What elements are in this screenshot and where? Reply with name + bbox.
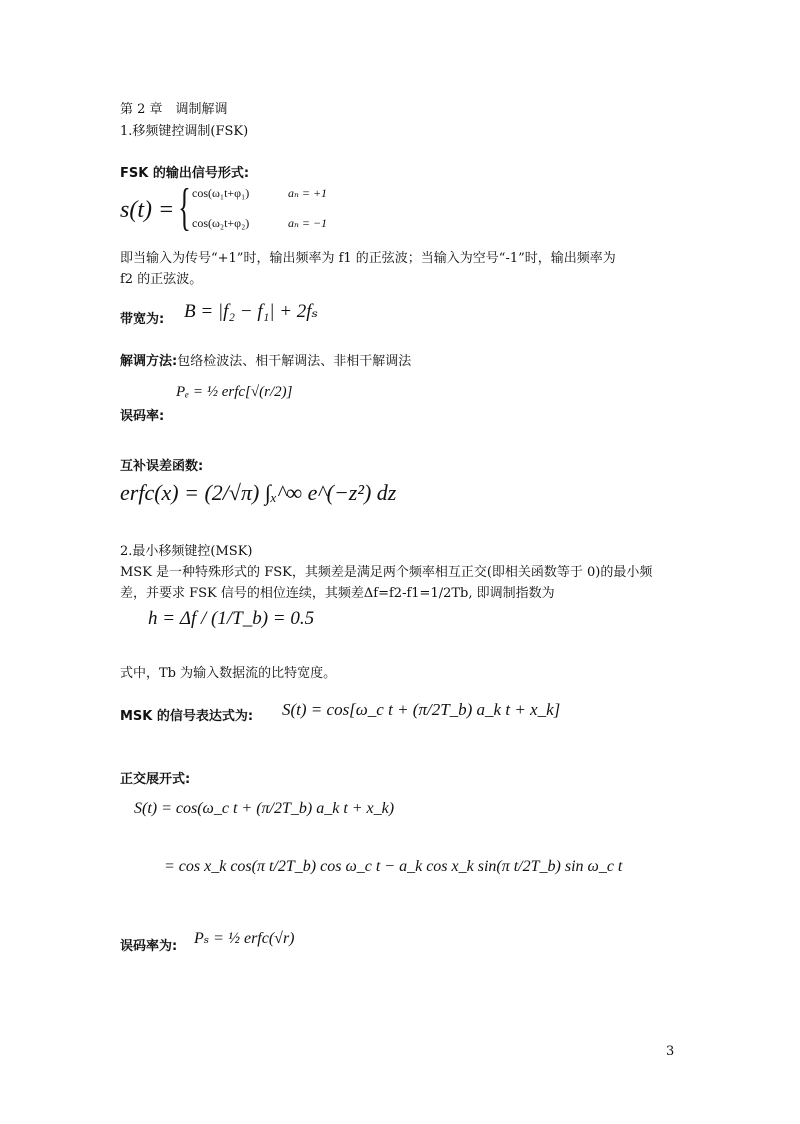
fsk-case1: cos(ω₁t+φ₁) (192, 186, 250, 200)
section-msk-title: 2.最小移频键控(MSK) (120, 544, 253, 559)
orthogonal-expansion-label: 正交展开式: (120, 772, 191, 787)
fsk-form-label: FSK 的输出信号形式: (120, 166, 250, 181)
fsk-desc-line2: f2 的正弦波。 (120, 272, 203, 287)
tb-note: 式中，Tb 为输入数据流的比特宽度。 (120, 666, 337, 681)
fsk-s-of-t: s(t) = (120, 197, 175, 223)
ber-label: 误码率: (120, 409, 165, 424)
msk-ber-formula: Pₛ = ½ erfc(√r) (194, 930, 295, 947)
msk-expression-formula: S(t) = cos[ω_c t + (π/2T_b) a_k t + x_k] (282, 700, 561, 719)
orthogonal-expansion-line2: = cos x_k cos(π t/2T_b) cos ω_c t − a_k cos x_k sin(π t/2T_b) sin ω_c t (164, 858, 623, 875)
modulation-index-formula: h = Δf / (1/T_b) = 0.5 (148, 608, 315, 629)
section-fsk-title: 1.移频键控调制(FSK) (120, 124, 249, 139)
chapter-title: 第 2 章 调制解调 (120, 102, 228, 117)
demod-label: 解调方法: (120, 354, 178, 369)
erfc-label: 互补误差函数: (120, 459, 204, 474)
page-number: 3 (666, 1044, 675, 1059)
orthogonal-expansion-line1: S(t) = cos(ω_c t + (π/2T_b) a_k t + x_k) (134, 800, 395, 817)
erfc-formula: erfc(x) = (2/√π) ∫ₓ^∞ e^(−z²) dz (120, 480, 397, 505)
demod-methods: 包络检波法、相干解调法、非相干解调法 (177, 354, 412, 369)
msk-expression-label: MSK 的信号表达式为: (120, 709, 254, 724)
bandwidth-formula: B = |f₂ − f₁| + 2fₛ (184, 301, 318, 322)
msk-desc-line1: MSK 是一种特殊形式的 FSK，其频差是满足两个频率相互正交(即相关函数等于 0)的最小频 (120, 565, 653, 580)
fsk-case2: cos(ω₂t+φ₂) (192, 216, 250, 230)
ber-formula: Pₑ = ½ erfc[√(r/2)] (176, 384, 293, 400)
fsk-signal-formula (120, 180, 380, 242)
msk-ber-label: 误码率为: (120, 939, 178, 954)
msk-desc-line2: 差，并要求 FSK 信号的相位连续，其频差Δf=f2-f1=1/2Tb, 即调制指数为 (120, 586, 555, 601)
left-brace: { (178, 179, 191, 236)
fsk-case1-cond: aₙ = +1 (288, 186, 328, 200)
demod-line (120, 350, 411, 369)
fsk-desc-line1: 即当输入为传号“+1”时，输出频率为 f1 的正弦波；当输入为空号“-1”时，输出频率为 (120, 251, 616, 266)
fsk-case2-cond: aₙ = −1 (288, 216, 328, 230)
bandwidth-label: 带宽为: (120, 312, 165, 327)
